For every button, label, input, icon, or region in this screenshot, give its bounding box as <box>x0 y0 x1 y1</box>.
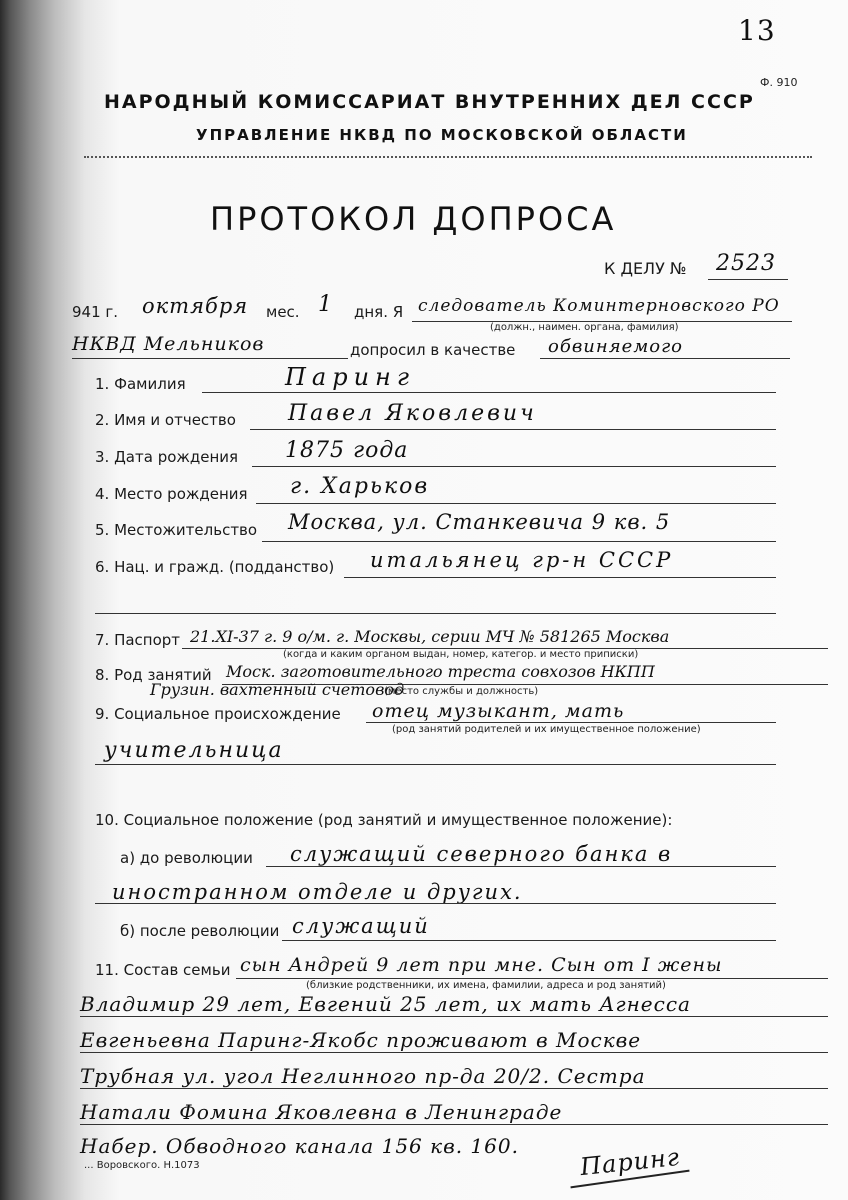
field-name-label: 2. Имя и отчество <box>95 411 236 429</box>
field-surname-line <box>202 392 776 393</box>
field-family-label: 11. Состав семьи <box>95 961 231 979</box>
case-label: К ДЕЛУ № <box>604 259 687 278</box>
field-residence-label: 5. Местожительство <box>95 521 258 539</box>
intro-official-value: следователь Коминтерновского РО <box>418 296 780 316</box>
intro-day-label: дня. Я <box>354 303 404 321</box>
intro-day-value: 1 <box>318 292 333 317</box>
family-line-4: Натали Фомина Яковлевна в Ленинграде <box>80 1100 563 1124</box>
field-nationality-value: итальянец гр-н СССР <box>370 548 674 572</box>
field-occupation-hint: (место службы и должность) <box>384 686 539 697</box>
field-nationality-label: 6. Нац. и гражд. (подданство) <box>95 558 335 576</box>
field-residence-line <box>262 541 776 542</box>
family-rule-2 <box>80 1052 828 1053</box>
intro-interrogated-label: допросил в качестве <box>350 341 516 359</box>
family-rule-3 <box>80 1088 828 1089</box>
field-origin-line <box>366 722 776 723</box>
field-occupation-label: 8. Род занятий <box>95 666 212 684</box>
field-social-status-label: 10. Социальное положение (род занятий и имущественное положение): <box>95 811 673 829</box>
field-family-value: сын Андрей 9 лет при мне. Сын от I жены <box>240 954 723 976</box>
field-passport-hint: (когда и каким органом выдан, номер, категор. и место приписки) <box>283 649 639 660</box>
field-birthdate-line <box>252 466 776 467</box>
field-name-value: Павел Яковлевич <box>288 401 537 426</box>
field-before-revolution-label: а) до революции <box>120 849 253 867</box>
field-after-revolution-line <box>282 940 776 941</box>
intro-month-value: октября <box>142 294 249 318</box>
field-residence-value: Москва, ул. Станкевича 9 кв. 5 <box>288 510 671 534</box>
field-before-revolution-line <box>266 866 776 867</box>
field-origin-value: отец музыкант, мать <box>372 700 625 722</box>
field-after-revolution-value: служащий <box>292 914 430 938</box>
field-surname-value: Паринг <box>285 363 415 391</box>
intro-interrogated-line <box>540 358 790 359</box>
printer-imprint: ... Воровского. Н.1073 <box>84 1160 200 1171</box>
field-nationality-line-2 <box>95 613 776 614</box>
field-nationality-line <box>344 577 776 578</box>
field-birthplace-label: 4. Место рождения <box>95 485 248 503</box>
field-occupation-value-2: Грузин. вахтенный счетовод <box>150 680 405 699</box>
case-number: 2523 <box>716 251 776 276</box>
intro-official-hint: (должн., наимен. органа, фамилия) <box>490 322 679 333</box>
field-origin-value-2: учительница <box>104 738 284 763</box>
header-administration: УПРАВЛЕНИЕ НКВД ПО МОСКОВСКОЙ ОБЛАСТИ <box>196 126 688 144</box>
field-before-revolution-value: служащий северного банка в <box>290 842 673 866</box>
header-commissariat: НАРОДНЫЙ КОМИССАРИАТ ВНУТРЕННИХ ДЕЛ СССР <box>104 91 755 113</box>
form-code: Ф. 910 <box>760 76 798 89</box>
family-line-5: Набер. Обводного канала 156 кв. 160. <box>80 1134 519 1158</box>
field-surname-label: 1. Фамилия <box>95 375 186 393</box>
intro-interrogated-value: обвиняемого <box>548 336 684 357</box>
field-birthplace-value: г. Харьков <box>290 474 430 499</box>
field-birthdate-label: 3. Дата рождения <box>95 448 239 466</box>
document-title: ПРОТОКОЛ ДОПРОСА <box>210 200 617 238</box>
field-before-revolution-value-2: иностранном отделе и других. <box>112 880 523 904</box>
sheet-number: 13 <box>738 14 776 47</box>
field-after-revolution-label: б) после революции <box>120 922 280 940</box>
header-divider <box>84 156 812 158</box>
field-birthplace-line <box>256 503 776 504</box>
field-family-line <box>236 978 828 979</box>
field-passport-label: 7. Паспорт <box>95 631 181 649</box>
intro-official-value-2: НКВД Мельников <box>72 333 265 355</box>
intro-year: 941 г. <box>72 303 119 321</box>
intro-official-line-2 <box>72 358 348 359</box>
intro-month-label: мес. <box>266 303 300 321</box>
family-rule-1 <box>80 1016 828 1017</box>
family-rule-4 <box>80 1124 828 1125</box>
field-occupation-value: Моск. заготовительного треста совхозов НКПП <box>226 662 655 681</box>
family-line-1: Владимир 29 лет, Евгений 25 лет, их мать Агнесса <box>80 992 691 1016</box>
field-origin-line-2 <box>95 764 776 765</box>
field-origin-label: 9. Социальное происхождение <box>95 705 341 723</box>
family-line-2: Евгеньевна Паринг-Якобс проживают в Москве <box>80 1028 642 1052</box>
field-origin-hint: (род занятий родителей и их имущественное положение) <box>392 724 701 735</box>
field-birthdate-value: 1875 года <box>285 438 409 463</box>
field-before-revolution-line-2 <box>95 903 776 904</box>
field-passport-value: 21.XI-37 г. 9 о/м. г. Москвы, серии МЧ № 581265 Москва <box>190 627 670 646</box>
signature: Паринг <box>578 1142 682 1182</box>
family-line-3: Трубная ул. угол Неглинного пр-да 20/2. Сестра <box>80 1064 646 1088</box>
case-number-line <box>708 279 788 280</box>
field-name-line <box>250 429 776 430</box>
field-family-hint: (близкие родственники, их имена, фамилии, адреса и род занятий) <box>306 980 666 991</box>
